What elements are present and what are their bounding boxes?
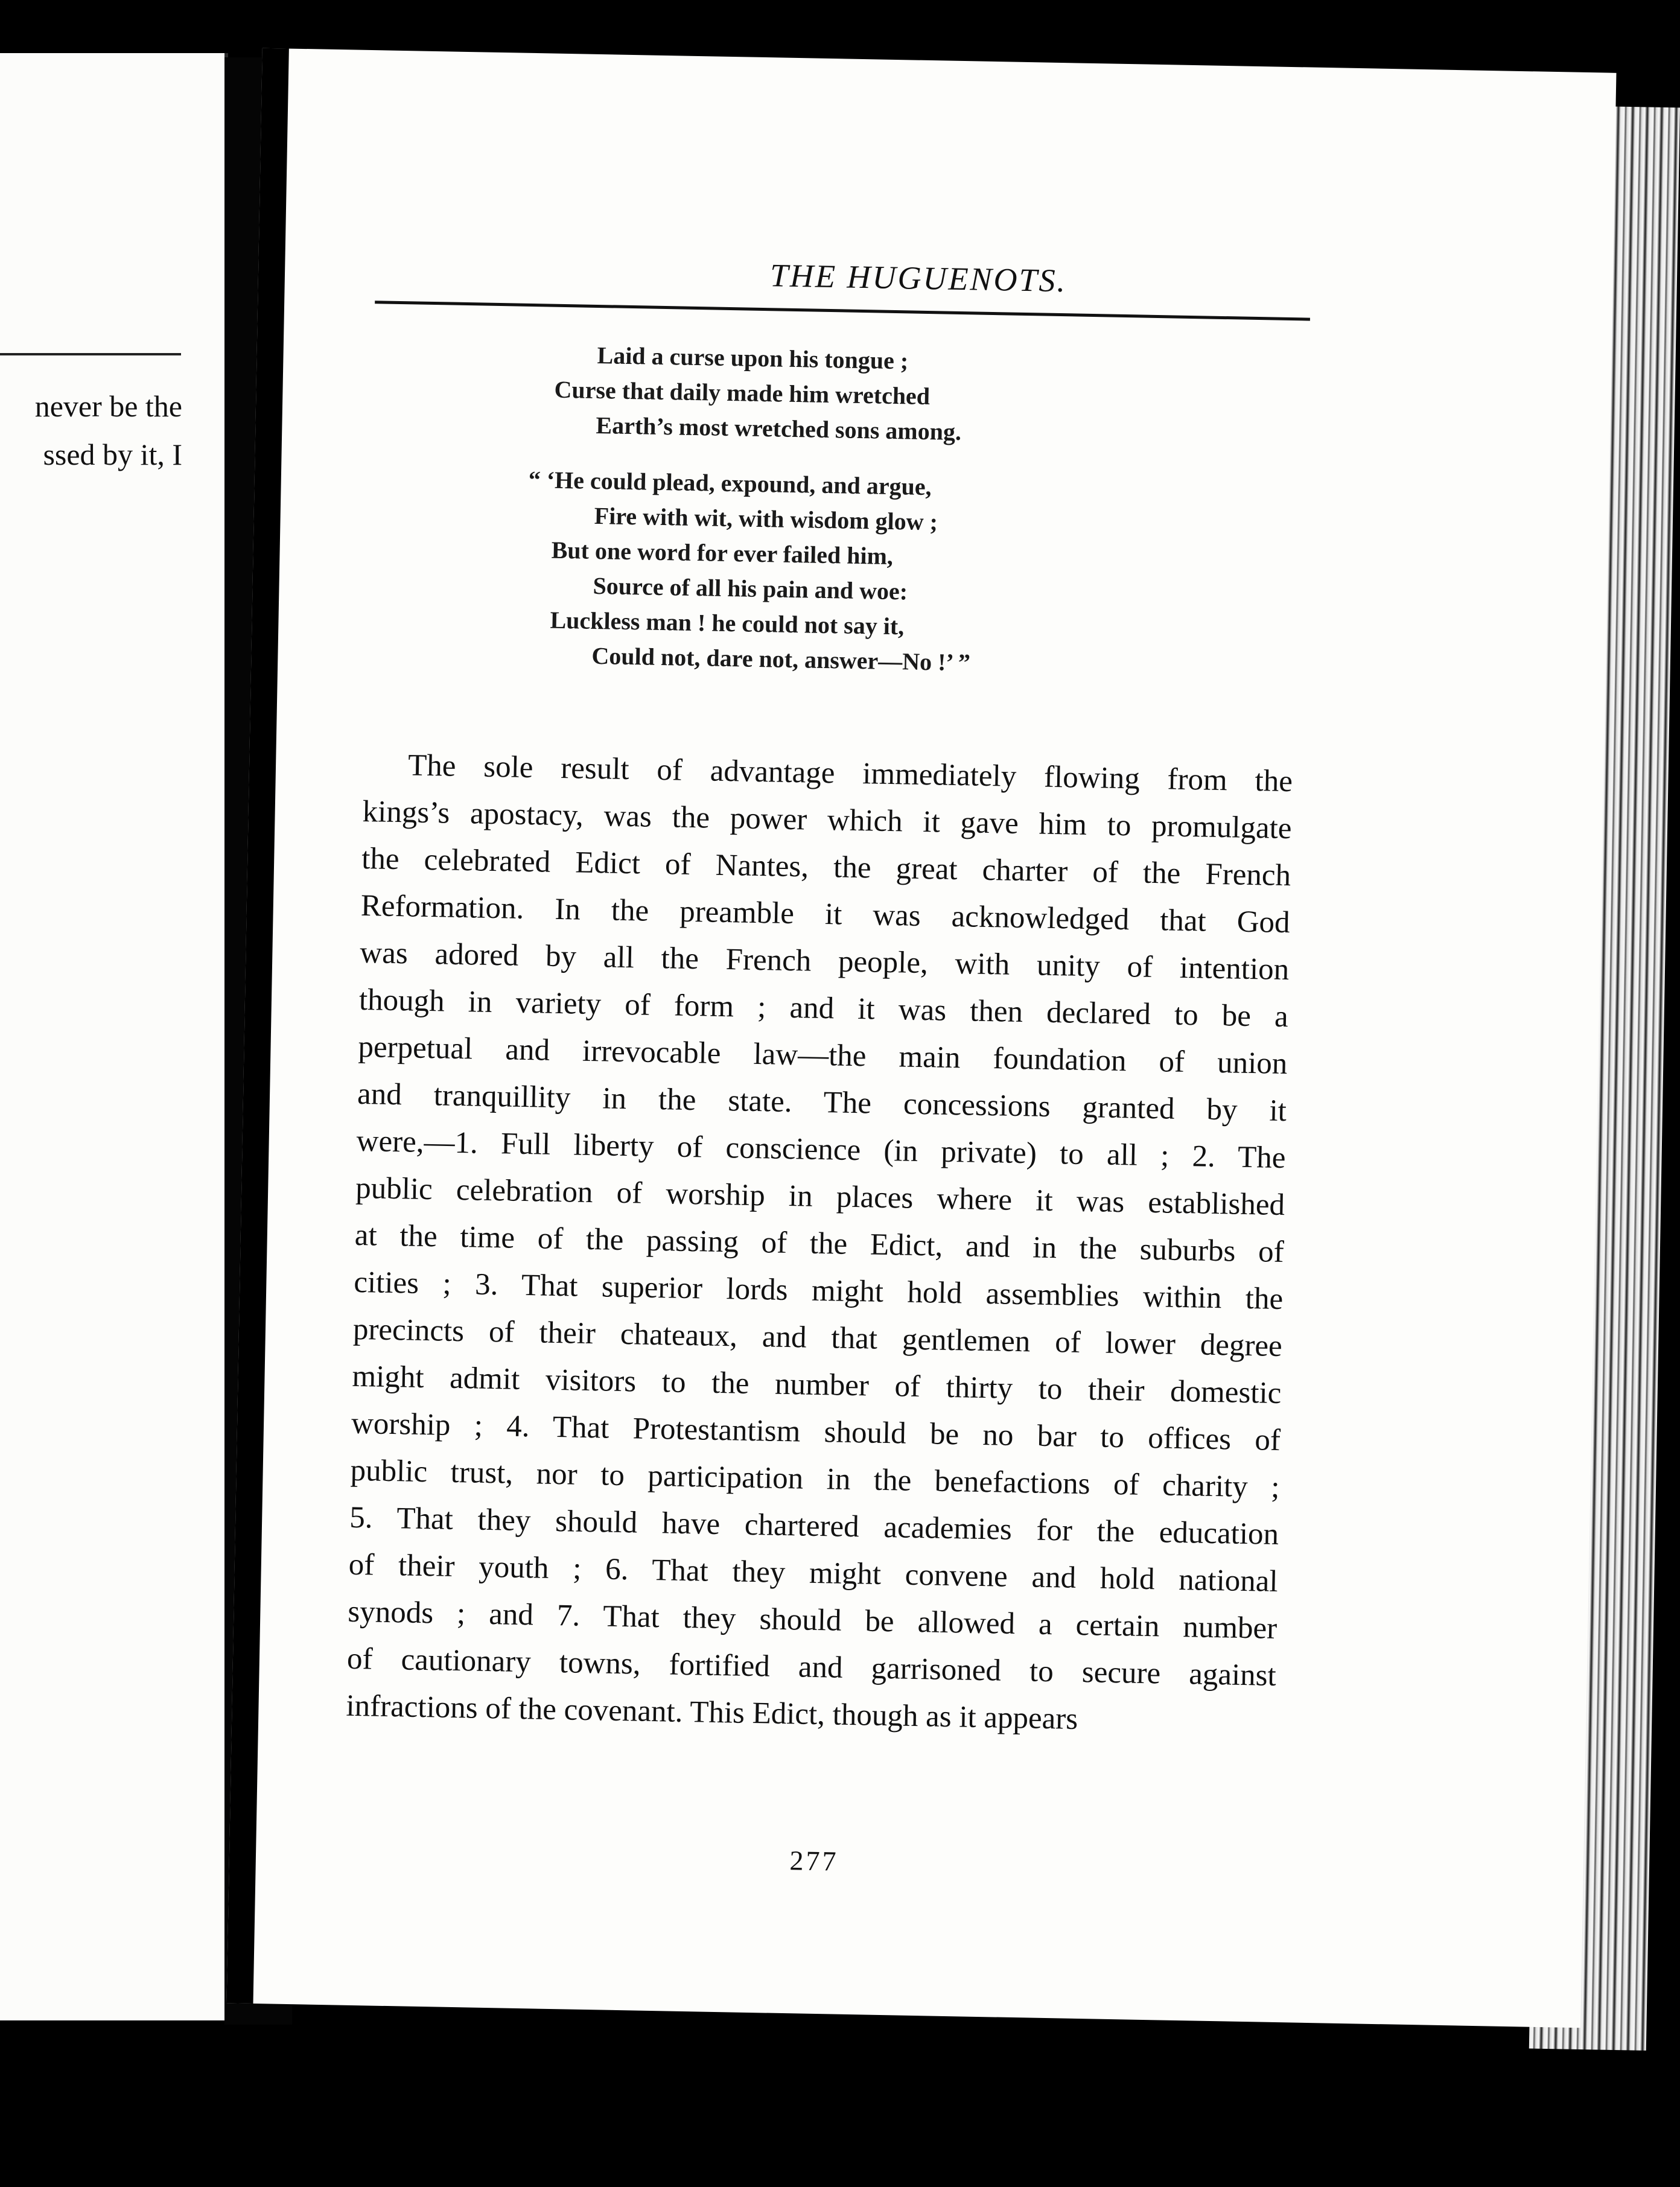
body-text xyxy=(346,741,1293,1746)
running-head: THE HUGUENOTS. xyxy=(769,257,1068,299)
poem-line: Earth’s most wretched sons among. xyxy=(596,411,962,446)
poem-line: But one word for ever failed him, xyxy=(551,536,894,570)
body-line: perpetual and irrevocable law—the main foundation of union xyxy=(358,1030,1288,1081)
body-line: at the time of the passing of the Edict, and in the suburbs of xyxy=(354,1218,1285,1270)
poem-line: Source of all his pain and woe: xyxy=(593,571,908,605)
left-page-line: ssed by it, I xyxy=(43,438,182,471)
body-line: Reformation. In the preamble it was acknowledged that God xyxy=(360,888,1291,940)
body-line: 5. That they should have chartered academies for the education xyxy=(349,1500,1279,1552)
body-line: infractions of the covenant. This Edict, though as it appears xyxy=(346,1689,1078,1736)
body-line: public celebration of worship in places where it was established xyxy=(355,1171,1285,1223)
body-line: might admit visitors to the number of thirty to their domestic xyxy=(352,1359,1282,1411)
left-page xyxy=(0,53,228,2020)
poem-line: Fire with wit, with wisdom glow ; xyxy=(594,501,938,536)
poem-line: Curse that daily made him wretched xyxy=(554,375,931,410)
header-rule xyxy=(375,301,1310,320)
poem-line: “ ‘He could plead, expound, and argue, xyxy=(528,465,932,501)
body-line: cities ; 3. That superior lords might hold assemblies within the xyxy=(353,1265,1284,1317)
right-page xyxy=(227,48,1617,2028)
left-page-line: never be the xyxy=(34,389,182,423)
body-line: was adored by all the French people, with unity of intention xyxy=(359,935,1290,987)
body-line: of their youth ; 6. That they might convene and hold national xyxy=(348,1547,1279,1599)
body-line: though in variety of form ; and it was then declared to be a xyxy=(358,982,1289,1034)
body-line: and tranquillity in the state. The concessions granted by it xyxy=(357,1077,1287,1129)
poem-block xyxy=(528,337,1159,684)
poem-line: Could not, dare not, answer—No !’ ” xyxy=(591,641,971,676)
body-line: public trust, nor to participation in the benefactions of charity ; xyxy=(350,1453,1280,1504)
body-line: The sole result of advantage immediately flowing from the xyxy=(407,748,1293,799)
body-line: the celebrated Edict of Nantes, the great charter of the French xyxy=(361,841,1291,893)
body-line: precincts of their chateaux, and that gentlemen of lower degree xyxy=(352,1312,1283,1364)
page-number: 277 xyxy=(789,1845,839,1877)
left-page-rule xyxy=(0,353,181,355)
poem-line: Luckless man ! he could not say it, xyxy=(550,606,905,640)
body-line: were,—1. Full liberty of conscience (in private) to all ; 2. The xyxy=(356,1124,1286,1176)
poem-line: Laid a curse upon his tongue ; xyxy=(597,341,909,375)
body-line: worship ; 4. That Protestantism should be no bar to offices of xyxy=(351,1406,1281,1458)
body-line: kings’s apostacy, was the power which it gave him to promulgate xyxy=(362,794,1292,846)
body-line: synods ; and 7. That they should be allowed a certain number xyxy=(347,1594,1278,1646)
body-line: of cautionary towns, fortified and garrisoned to secure against xyxy=(346,1641,1277,1693)
